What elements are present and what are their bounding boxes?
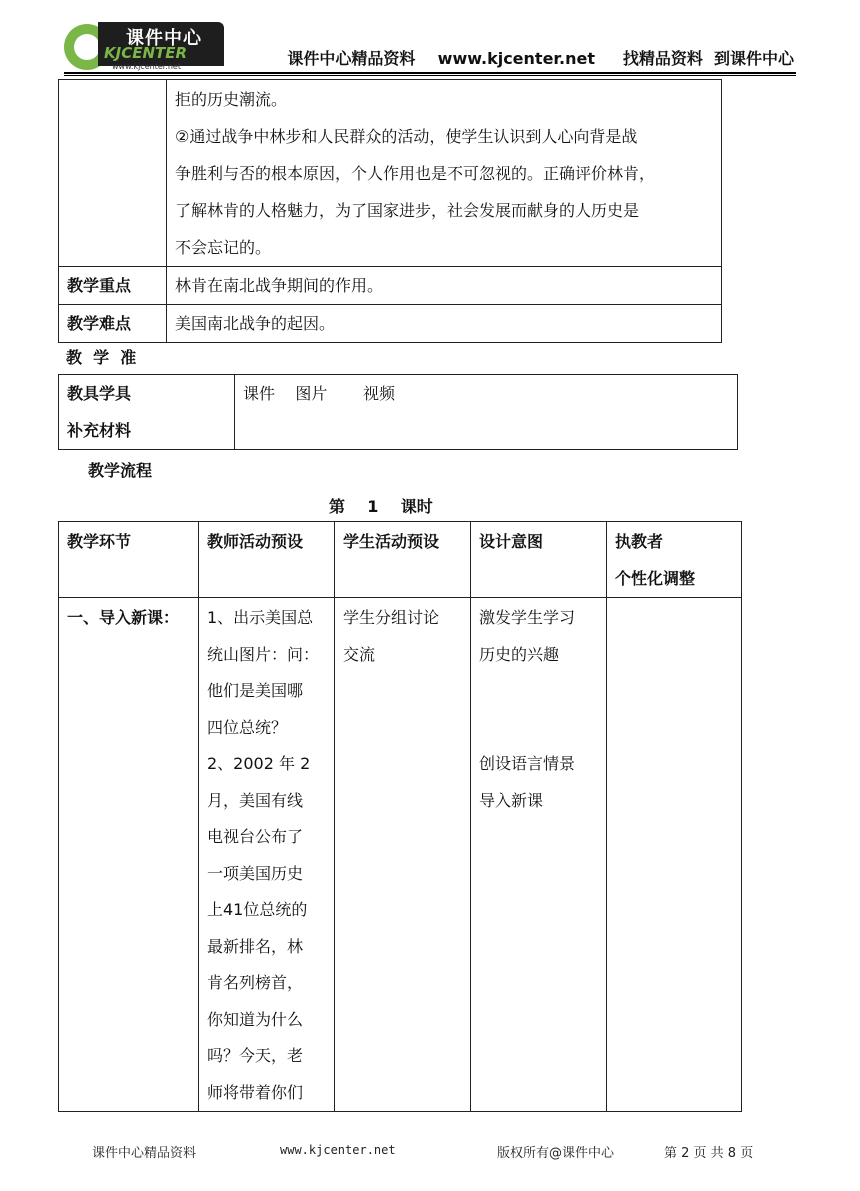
objectives-line: ②通过战争中林步和人民群众的活动，使学生认识到人心向背是战 [175,127,638,146]
intent-spacer [479,710,598,747]
teacher-activity-cell [199,598,335,1112]
teacher-line: 最新排名，林 [207,936,304,956]
materials-label-line2: 补充材料 [67,421,132,440]
header-intent: 设计意图 [471,522,607,598]
logo-title: 课件中心 [126,28,202,49]
teacher-line: 月，美国有线 [207,790,304,810]
materials-value: 课件 图片 视频 [235,375,738,450]
key-point-label: 教学重点 [59,267,167,305]
footer-left: 课件中心精品资料 [92,1146,197,1161]
intent-spacer [479,673,598,710]
footer-copyright: 版权所有@课件中心 [497,1146,615,1161]
difficult-point-label: 教学难点 [59,305,167,343]
teacher-line: 你知道为什么 [207,1009,304,1029]
header-teacher: 教师活动预设 [199,522,335,598]
period-heading: 第 1 课时 [329,497,433,516]
intent-line: 导入新课 [479,790,544,810]
header-adjust-line2: 个性化调整 [615,568,696,588]
objectives-line: 争胜利与否的根本原因，个人作用也是不可忽视的。正确评价林肯， [175,164,656,183]
header-stage: 教学环节 [59,522,199,598]
objectives-label-cell [59,80,167,267]
site-logo [64,22,224,72]
stage-cell: 一、导入新课： [59,598,199,1112]
objectives-line: 拒的历史潮流。 [175,90,288,109]
teacher-line: 肯名列榜首， [207,973,304,992]
adjust-cell [607,598,742,1112]
teacher-line: 上41位总统的 [207,900,308,919]
footer-url: www.kjcenter.net [280,1143,396,1157]
design-intent-cell [471,598,607,1112]
flow-table [58,521,742,1112]
materials-table [58,374,738,450]
intent-line: 历史的兴趣 [479,644,560,664]
teacher-line: 2、2002 年 2 [207,754,311,773]
objectives-table [58,79,722,343]
header-rule [64,72,796,74]
prep-heading: 教 学 准 [66,348,137,367]
objectives-line: 了解林肯的人格魅力，为了国家进步，社会发展而献身的人历史是 [175,201,640,220]
teacher-line: 1、出示美国总 [207,608,314,627]
objectives-line: 不会忘记的。 [175,238,272,257]
teacher-line: 统山图片：问： [207,644,320,664]
logo-url: www.kjcenter.net [112,62,181,71]
footer-page: 第 2 页 共 8 页 [664,1146,754,1161]
logo-kj-text: KJCENTER [104,44,188,62]
key-point-value: 林肯在南北战争期间的作用。 [167,267,722,305]
difficult-point-value: 美国南北战争的起因。 [167,305,722,343]
header-adjust [607,522,742,598]
header-tagline: 课件中心精品资料 www.kjcenter.net 找精品资料 到课件中心 [287,49,794,68]
student-line: 学生分组讨论 [343,608,440,627]
teacher-line: 吗？今天，老 [207,1046,304,1065]
header-adjust-line1: 执教者 [615,532,664,551]
materials-label-cell [59,375,235,450]
teacher-line: 电视台公布了 [207,827,304,846]
student-activity-cell [335,598,471,1112]
intent-line: 创设语言情景 [479,754,576,773]
materials-label-line1: 教具学具 [67,384,132,403]
teacher-line: 他们是美国哪 [207,681,304,700]
flow-heading: 教学流程 [88,461,153,480]
objectives-cont-cell [167,80,722,267]
teacher-line: 一项美国历史 [207,863,304,883]
teacher-line: 四位总统？ [207,717,288,737]
intent-line: 激发学生学习 [479,608,576,627]
student-line: 交流 [343,644,376,664]
header-student: 学生活动预设 [335,522,471,598]
header-rule-thin [64,75,796,76]
teacher-line: 师将带着你们 [207,1082,304,1102]
